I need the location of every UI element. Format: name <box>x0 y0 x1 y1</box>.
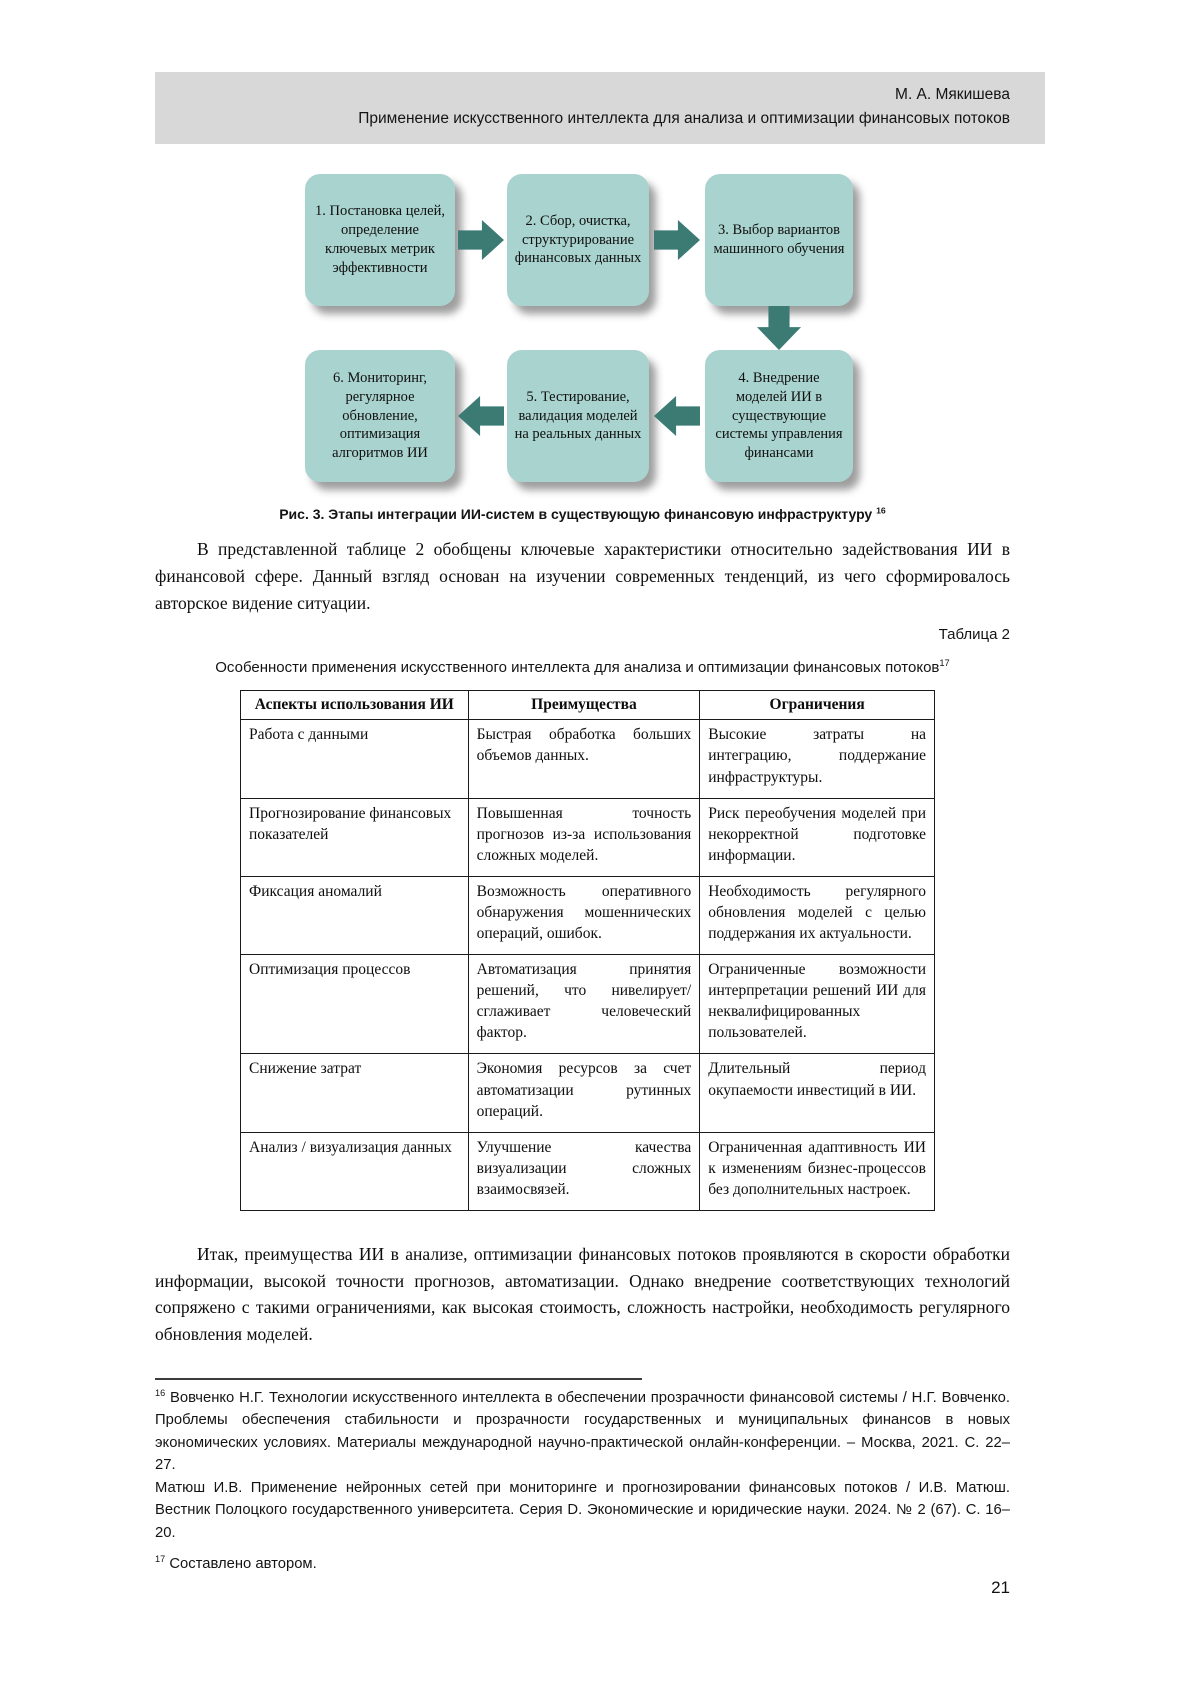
running-title: Применение искусственного интеллекта для анализа и оптимизации финансовых потоков <box>358 110 1010 128</box>
table-row <box>241 876 935 954</box>
flow-step-2: 2. Сбор, очистка, структурирование финансовых данных <box>507 174 649 306</box>
cell-limitation: Длительный период окупаемости инвестиций в ИИ. <box>700 1054 935 1132</box>
footnotes <box>155 1387 1010 1576</box>
table-row <box>241 798 935 876</box>
footnote-continuation <box>155 1477 1010 1544</box>
author-name: М. А. Мякишева <box>895 86 1010 103</box>
table-label: Таблица 2 <box>938 626 1010 644</box>
page-content <box>155 0 1010 1576</box>
flow-step-3: 3. Выбор вариантов машинного обучения <box>705 174 853 306</box>
arrow-down-icon <box>705 306 853 350</box>
cell-advantage: Повышенная точность прогнозов из-за использования сложных моделей. <box>468 798 700 876</box>
table-title <box>155 659 1010 676</box>
footnote-text: Составлено автором. <box>169 1556 317 1573</box>
cell-advantage: Улучшение качества визуализации сложных взаимосвязей. <box>468 1132 700 1210</box>
cell-aspect: Анализ / визуализация данных <box>241 1132 469 1210</box>
cell-aspect: Прогнозирование финансовых показателей <box>241 798 469 876</box>
column-header-advantages: Преимущества <box>468 691 700 720</box>
footnote-text: Матюш И.В. Применение нейронных сетей при мониторинге и прогнозировании финансовых потоков / И.В. Матюш. Вестник Полоцкого государственного университета. Серия D. Экономические и юридические науки. 2024. № 2 (67). С. 16–20. <box>155 1479 1010 1541</box>
arrow-right-icon <box>649 174 705 306</box>
table-row <box>241 955 935 1054</box>
figure-caption <box>155 506 1010 522</box>
figure-caption-text: Рис. 3. Этапы интеграции ИИ-систем в существующую финансовую инфраструктуру <box>279 506 873 523</box>
cell-aspect: Работа с данными <box>241 720 469 798</box>
cell-limitation: Необходимость регулярного обновления моделей с целью поддержания их актуальности. <box>700 876 935 954</box>
conclusion-paragraph: Итак, преимущества ИИ в анализе, оптимизации финансовых потоков проявляются в скорости обработки информации, высокой точности прогнозов, автоматизации. Однако внедрение соответствующих технологий сопряжено с такими ограничениями, как высокая стоимость, сложность настройки, необходимость регулярного обновления моделей. <box>155 1243 1010 1345</box>
cell-aspect: Оптимизация процессов <box>241 955 469 1054</box>
flowchart <box>305 174 853 482</box>
footnote-ref: 16 <box>155 1388 166 1399</box>
flow-step-1: 1. Постановка целей, определение ключевых метрик эффективности <box>305 174 455 306</box>
cell-aspect: Фиксация аномалий <box>241 876 469 954</box>
flow-step-5: 5. Тестирование, валидация моделей на реальных данных <box>507 350 649 482</box>
intro-paragraph: В представленной таблице 2 обобщены ключевые характеристики относительно задействования ИИ в финансовой сфере. Данный взгляд основан на изучении современных тенденций, из чего сформировалось авторское видение ситуации. <box>155 539 1010 613</box>
cell-limitation: Ограниченная адаптивность ИИ к изменениям бизнес-процессов без дополнительных настроек. <box>700 1132 935 1210</box>
footnote-text: Вовченко Н.Г. Технологии искусственного интеллекта в обеспечении прозрачности финансовой системы / Н.Г. Вовченко. Проблемы обеспечения стабильности и прозрачности государственных и муниципальных финансов в новых экономических условиях. Материалы международной научно-практической онлайн-конференции. – Москва, 2021. С. 22–27. <box>155 1389 1010 1474</box>
cell-aspect: Снижение затрат <box>241 1054 469 1132</box>
cell-advantage: Возможность оперативного обнаружения мошеннических операций, ошибок. <box>468 876 700 954</box>
table-row <box>241 720 935 798</box>
flow-step-4: 4. Внедрение моделей ИИ в существующие системы управления финансами <box>705 350 853 482</box>
features-table <box>240 690 935 1211</box>
column-header-aspects: Аспекты использования ИИ <box>241 691 469 720</box>
figure-caption-footnote-ref: 16 <box>876 505 886 516</box>
arrow-left-icon <box>455 350 507 482</box>
cell-advantage: Быстрая обработка больших объемов данных. <box>468 720 700 798</box>
flow-step-6: 6. Мониторинг, регулярное обновление, оптимизация алгоритмов ИИ <box>305 350 455 482</box>
footnote-16 <box>155 1387 1010 1477</box>
cell-limitation: Высокие затраты на интеграцию, поддержание инфраструктуры. <box>700 720 935 798</box>
cell-advantage: Экономия ресурсов за счет автоматизации рутинных операций. <box>468 1054 700 1132</box>
arrow-left-icon <box>649 350 705 482</box>
column-header-limitations: Ограничения <box>700 691 935 720</box>
table-title-footnote-ref: 17 <box>939 658 950 669</box>
page-number: 21 <box>991 1578 1010 1597</box>
arrow-right-icon <box>455 174 507 306</box>
footnote-17 <box>155 1553 1010 1575</box>
table-row <box>241 1132 935 1210</box>
table-title-text: Особенности применения искусственного интеллекта для анализа и оптимизации финансовых потоков <box>215 659 940 677</box>
cell-advantage: Автоматизация принятия решений, что нивелирует/сглаживает человеческий фактор. <box>468 955 700 1054</box>
cell-limitation: Риск переобучения моделей при некорректной подготовке информации. <box>700 798 935 876</box>
footnote-separator <box>155 1378 642 1380</box>
table-row <box>241 1054 935 1132</box>
footnote-ref: 17 <box>155 1554 166 1565</box>
cell-limitation: Ограниченные возможности интерпретации решений ИИ для неквалифицированных пользователей. <box>700 955 935 1054</box>
table-header-row <box>241 691 935 720</box>
running-head <box>155 72 1045 144</box>
